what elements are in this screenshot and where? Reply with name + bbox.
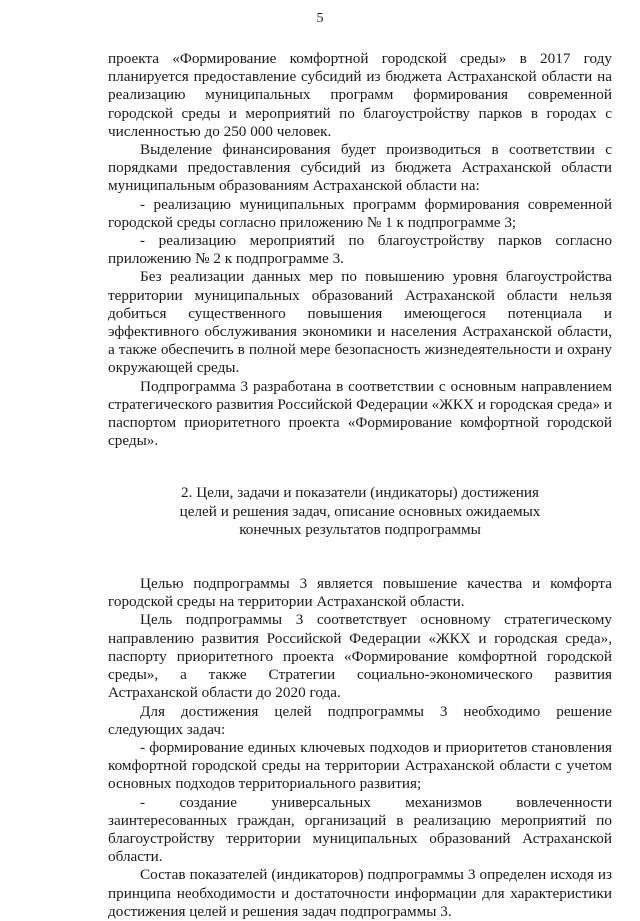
section-goals bbox=[108, 575, 612, 921]
document-body bbox=[108, 50, 612, 921]
heading-line-2: целей и решения задач, описание основных ожидаемых bbox=[179, 502, 541, 520]
paragraph: Подпрограмма 3 разработана в соответствии с основным направлением стратегического развития Российской Федерации «ЖКХ и городская среда» и паспортом приоритетного проекта «Формирование комфортной городской среды». bbox=[108, 377, 612, 450]
section-intro bbox=[108, 50, 612, 450]
paragraph: Без реализации данных мер по повышению уровня благоустройства территории муниципальных образований Астраханской области нельзя добиться существенного повышения имеющегося потенциала и эффективного обслуживания экономики и населения Астраханской области, а также обеспечить в полной мере безопасность жизнедеятельности и охрану окружающей среды. bbox=[108, 268, 612, 377]
paragraph: Состав показателей (индикаторов) подпрограммы 3 определен исходя из принципа необходимости и достаточности информации для характеристики достижения целей и решения задач подпрограммы 3. bbox=[108, 866, 612, 920]
paragraph: Выделение финансирования будет производиться в соответствии с порядками предоставления субсидий из бюджета Астраханской области муниципальным образованиям Астраханской области на: bbox=[108, 141, 612, 195]
paragraph: Цель подпрограммы 3 соответствует основному стратегическому направлению развития Российской Федерации «ЖКХ и городская среда», паспорту приоритетного проекта «Формирование комфортной городской среды», а также Стратегии социально-экономического развития Астраханской области до 2020 года. bbox=[108, 611, 612, 702]
heading-line-3: конечных результатов подпрограммы bbox=[239, 520, 481, 538]
paragraph: проекта «Формирование комфортной городской среды» в 2017 году планируется предоставление субсидий из бюджета Астраханской области на реализацию муниципальных программ формирования современной городской среды и мероприятий по благоустройству парков в городах с численностью до 250 000 человек. bbox=[108, 50, 612, 140]
heading-line-1: 2. Цели, задачи и показатели (индикаторы) достижения bbox=[181, 484, 539, 502]
section-heading bbox=[108, 484, 612, 539]
paragraph: - реализацию муниципальных программ формирования современной городской среды согласно приложению № 1 к подпрограмме 3; bbox=[108, 195, 612, 231]
paragraph: Целью подпрограммы 3 является повышение качества и комфорта городской среды на территории Астраханской области. bbox=[108, 575, 612, 611]
page-number: 5 bbox=[316, 11, 324, 26]
paragraph: - создание универсальных механизмов вовлеченности заинтересованных граждан, организаций в реализацию мероприятий по благоустройству территории муниципальных образований Астраханской области. bbox=[108, 793, 612, 866]
paragraph: - формирование единых ключевых подходов и приоритетов становления комфортной городской среды на территории Астраханской области с учетом основных подходов территориального развития; bbox=[108, 738, 612, 793]
paragraph: Для достижения целей подпрограммы 3 необходимо решение следующих задач: bbox=[108, 702, 612, 738]
paragraph: - реализацию мероприятий по благоустройству парков согласно приложению № 2 к подпрограмме 3. bbox=[108, 232, 612, 268]
